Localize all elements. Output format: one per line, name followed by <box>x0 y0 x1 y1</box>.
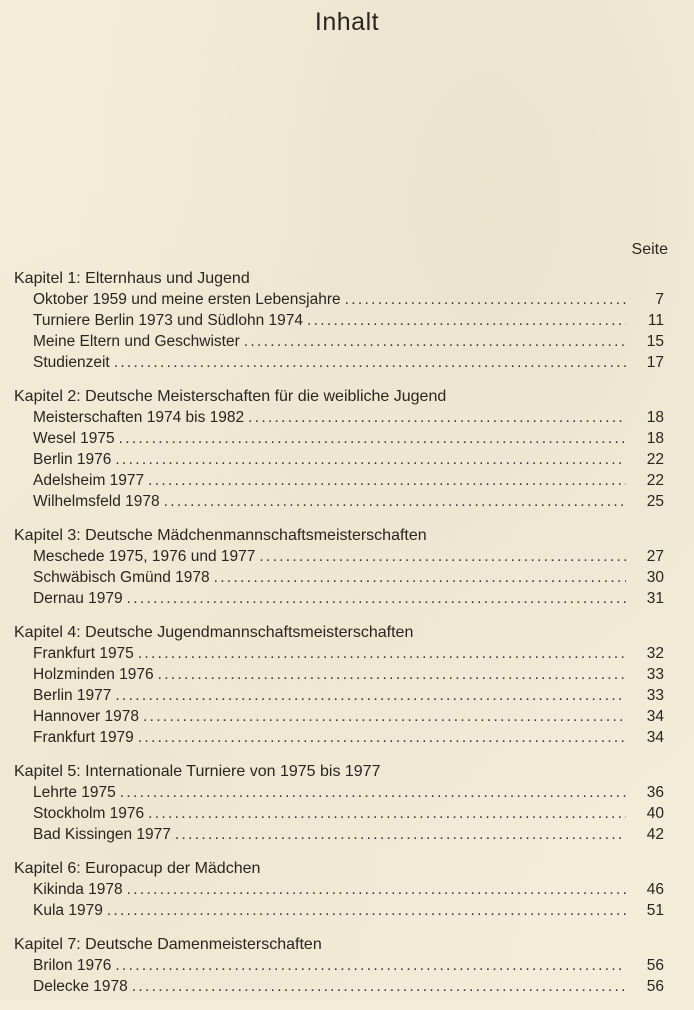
entry-page-number: 30 <box>646 569 664 586</box>
toc-entry <box>14 727 664 748</box>
chapter-title: Kapitel 3: Deutsche Mädchenmannschaftsmeisterschaften <box>14 527 427 544</box>
toc-entry <box>14 331 664 352</box>
table-of-contents <box>14 268 664 1010</box>
dot-leader <box>248 407 626 428</box>
toc-entry <box>14 824 664 845</box>
toc-chapter <box>14 858 664 921</box>
entry-page-number: 36 <box>646 784 664 801</box>
toc-entry <box>14 900 664 921</box>
entry-page-number: 15 <box>646 333 664 350</box>
toc-entry <box>14 310 664 331</box>
entry-page-number: 56 <box>646 957 664 974</box>
chapter-title: Kapitel 6: Europacup der Mädchen <box>14 860 261 877</box>
toc-entry <box>14 567 664 588</box>
dot-leader <box>115 685 626 706</box>
toc-entry <box>14 664 664 685</box>
toc-entry <box>14 706 664 727</box>
entry-label: Turniere Berlin 1973 und Südlohn 1974 <box>33 312 304 329</box>
entry-page-number: 34 <box>646 729 664 746</box>
entry-label: Berlin 1976 <box>33 451 112 468</box>
dot-leader <box>259 546 626 567</box>
entry-page-number: 18 <box>646 409 664 426</box>
dot-leader <box>127 588 626 609</box>
toc-entry <box>14 470 664 491</box>
entry-label: Holzminden 1976 <box>33 666 154 683</box>
dot-leader <box>120 782 626 803</box>
entry-label: Lehrte 1975 <box>33 784 116 801</box>
dot-leader <box>138 727 626 748</box>
entry-page-number: 51 <box>646 902 664 919</box>
entry-page-number: 32 <box>646 645 664 662</box>
chapter-title: Kapitel 4: Deutsche Jugendmannschaftsmeisterschaften <box>14 624 414 641</box>
entry-page-number: 40 <box>646 805 664 822</box>
entry-label: Frankfurt 1975 <box>33 645 134 662</box>
entry-page-number: 33 <box>646 687 664 704</box>
entry-label: Delecke 1978 <box>33 978 128 995</box>
entry-page-number: 22 <box>646 472 664 489</box>
dot-leader <box>345 289 626 310</box>
toc-entry <box>14 955 664 976</box>
toc-entry <box>14 879 664 900</box>
entry-label: Dernau 1979 <box>33 590 123 607</box>
toc-chapter <box>14 268 664 373</box>
toc-entry <box>14 643 664 664</box>
entry-label: Wilhelmsfeld 1978 <box>33 493 160 510</box>
dot-leader <box>307 310 626 331</box>
entry-label: Kikinda 1978 <box>33 881 123 898</box>
entry-label: Meschede 1975, 1976 und 1977 <box>33 548 256 565</box>
toc-chapter <box>14 386 664 512</box>
entry-page-number: 18 <box>646 430 664 447</box>
entry-label: Studienzeit <box>33 354 110 371</box>
entry-label: Frankfurt 1979 <box>33 729 134 746</box>
entry-page-number: 33 <box>646 666 664 683</box>
toc-entry <box>14 803 664 824</box>
dot-leader <box>175 824 626 845</box>
toc-entry <box>14 546 664 567</box>
entry-page-number: 34 <box>646 708 664 725</box>
dot-leader <box>148 470 626 491</box>
entry-label: Meisterschaften 1974 bis 1982 <box>33 409 245 426</box>
toc-chapter <box>14 622 664 748</box>
dot-leader <box>214 567 626 588</box>
toc-entry <box>14 428 664 449</box>
toc-entry <box>14 407 664 428</box>
entry-page-number: 11 <box>647 312 664 329</box>
page-column-label: Seite <box>631 241 668 258</box>
entry-label: Hannover 1978 <box>33 708 139 725</box>
entry-page-number: 42 <box>646 826 664 843</box>
entry-label: Oktober 1959 und meine ersten Lebensjahre <box>33 291 341 308</box>
dot-leader <box>114 352 626 373</box>
toc-entry <box>14 782 664 803</box>
dot-leader <box>119 428 626 449</box>
toc-chapter <box>14 761 664 845</box>
entry-page-number: 22 <box>646 451 664 468</box>
chapter-title: Kapitel 7: Deutsche Damenmeisterschaften <box>14 936 322 953</box>
entry-label: Kula 1979 <box>33 902 103 919</box>
entry-label: Berlin 1977 <box>33 687 112 704</box>
chapter-title: Kapitel 5: Internationale Turniere von 1975 bis 1977 <box>14 763 381 780</box>
toc-entry <box>14 449 664 470</box>
toc-entry <box>14 588 664 609</box>
dot-leader <box>158 664 626 685</box>
entry-label: Stockholm 1976 <box>33 805 145 822</box>
entry-label: Bad Kissingen 1977 <box>33 826 171 843</box>
entry-page-number: 17 <box>646 354 664 371</box>
entry-page-number: 31 <box>646 590 664 607</box>
entry-label: Meine Eltern und Geschwister <box>33 333 240 350</box>
page-title: Inhalt <box>314 8 380 36</box>
dot-leader <box>132 976 626 997</box>
chapter-title: Kapitel 2: Deutsche Meisterschaften für die weibliche Jugend <box>14 388 447 405</box>
entry-label: Wesel 1975 <box>33 430 115 447</box>
toc-entry <box>14 976 664 997</box>
chapter-title: Kapitel 1: Elternhaus und Jugend <box>14 270 250 287</box>
entry-page-number: 25 <box>646 493 664 510</box>
entry-label: Brilon 1976 <box>33 957 112 974</box>
dot-leader <box>164 491 626 512</box>
entry-label: Adelsheim 1977 <box>33 472 145 489</box>
toc-chapter <box>14 934 664 997</box>
entry-page-number: 56 <box>646 978 664 995</box>
toc-entry <box>14 289 664 310</box>
toc-chapter <box>14 525 664 609</box>
entry-page-number: 27 <box>646 548 664 565</box>
dot-leader <box>115 955 626 976</box>
dot-leader <box>138 643 626 664</box>
dot-leader <box>115 449 626 470</box>
dot-leader <box>244 331 626 352</box>
toc-entry <box>14 352 664 373</box>
entry-page-number: 46 <box>646 881 664 898</box>
dot-leader <box>107 900 626 921</box>
entry-page-number: 7 <box>655 291 664 308</box>
toc-entry <box>14 685 664 706</box>
toc-entry <box>14 491 664 512</box>
dot-leader <box>143 706 626 727</box>
dot-leader <box>148 803 626 824</box>
entry-label: Schwäbisch Gmünd 1978 <box>33 569 210 586</box>
dot-leader <box>127 879 626 900</box>
